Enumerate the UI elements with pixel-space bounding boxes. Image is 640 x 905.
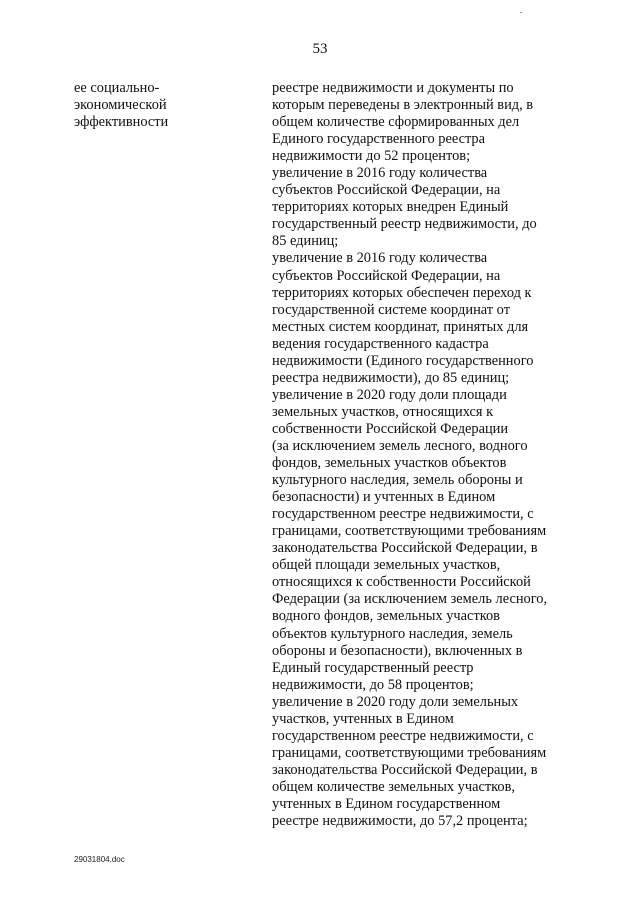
right-column-line: реестре недвижимости и документы по	[272, 80, 514, 96]
left-column-line: экономической	[74, 97, 167, 114]
right-column-line: которым переведены в электронный вид, в	[272, 97, 534, 114]
right-column-line: увеличение в 2020 году доли земельных	[272, 693, 519, 710]
right-column-line: собственности Российской Федерации	[272, 420, 509, 437]
right-column-line: государственный реестр недвижимости, до	[272, 216, 537, 233]
right-column-line: общем количестве земельных участков,	[272, 778, 516, 795]
right-column-line: обороны и безопасности), включенных в	[272, 642, 523, 659]
right-column-line: территориях которых внедрен Единый	[272, 199, 509, 216]
right-column-line: культурного наследия, земель обороны и	[272, 472, 523, 489]
right-column-line: Единый государственный реестр	[272, 659, 474, 676]
right-column-line: реестра недвижимости), до 85 единиц;	[272, 369, 510, 386]
right-column	[272, 80, 582, 830]
right-column-line: объектов культурного наследия, земель	[272, 625, 513, 642]
right-column-line: земельных участков, относящихся к	[272, 403, 494, 420]
right-column-line: увеличение в 2016 году количества	[272, 250, 488, 267]
right-column-line: увеличение в 2020 году доли площади	[272, 386, 507, 403]
right-column-line: субъектов Российской Федерации, на	[272, 267, 501, 284]
right-column-line: участков, учтенных в Едином	[272, 710, 454, 727]
right-column-line: государственном реестре недвижимости, с	[272, 506, 534, 523]
right-column-line: недвижимости (Единого государственного	[272, 352, 534, 369]
right-column-line: государственной системе координат от	[272, 301, 510, 318]
right-column-line: границами, соответствующими требованиям	[272, 744, 547, 761]
right-column-line: недвижимости до 52 процентов;	[272, 148, 471, 165]
left-column-line: эффективности	[74, 114, 169, 131]
right-column-line: относящихся к собственности Российской	[272, 574, 531, 591]
right-column-line: фондов, земельных участков объектов	[272, 455, 507, 472]
right-column-line: 85 единиц;	[272, 233, 339, 250]
right-column-line: ведения государственного кадастра	[272, 335, 489, 352]
left-column-line: ее социально-	[74, 80, 160, 96]
page-number: 53	[312, 41, 328, 57]
right-column-line: реестре недвижимости, до 57,2 процента;	[272, 813, 528, 830]
right-column-line: государственном реестре недвижимости, с	[272, 727, 534, 744]
right-column-line: (за исключением земель лесного, водного	[272, 437, 528, 454]
right-column-line: недвижимости, до 58 процентов;	[272, 676, 474, 693]
left-column	[74, 80, 224, 131]
right-column-line: учтенных в Едином государственном	[272, 795, 501, 812]
right-column-line: законодательства Российской Федерации, в	[272, 761, 538, 778]
right-column-line: общей площади земельных участков,	[272, 557, 501, 574]
file-name-footer: 29031804.doc	[74, 855, 125, 864]
scan-speck	[520, 12, 522, 13]
right-column-line: безопасности) и учтенных в Едином	[272, 489, 496, 506]
right-column-line: территориях которых обеспечен переход к	[272, 284, 532, 301]
right-column-line: водного фондов, земельных участков	[272, 608, 500, 625]
right-column-line: субъектов Российской Федерации, на	[272, 182, 501, 199]
right-column-line: общем количестве сформированных дел	[272, 114, 520, 131]
right-column-line: границами, соответствующими требованиям	[272, 523, 547, 540]
right-column-line: законодательства Российской Федерации, в	[272, 540, 538, 557]
right-column-line: местных систем координат, принятых для	[272, 318, 529, 335]
right-column-line: увеличение в 2016 году количества	[272, 165, 488, 182]
right-column-line: Федерации (за исключением земель лесного,	[272, 591, 548, 608]
right-column-line: Единого государственного реестра	[272, 131, 486, 148]
